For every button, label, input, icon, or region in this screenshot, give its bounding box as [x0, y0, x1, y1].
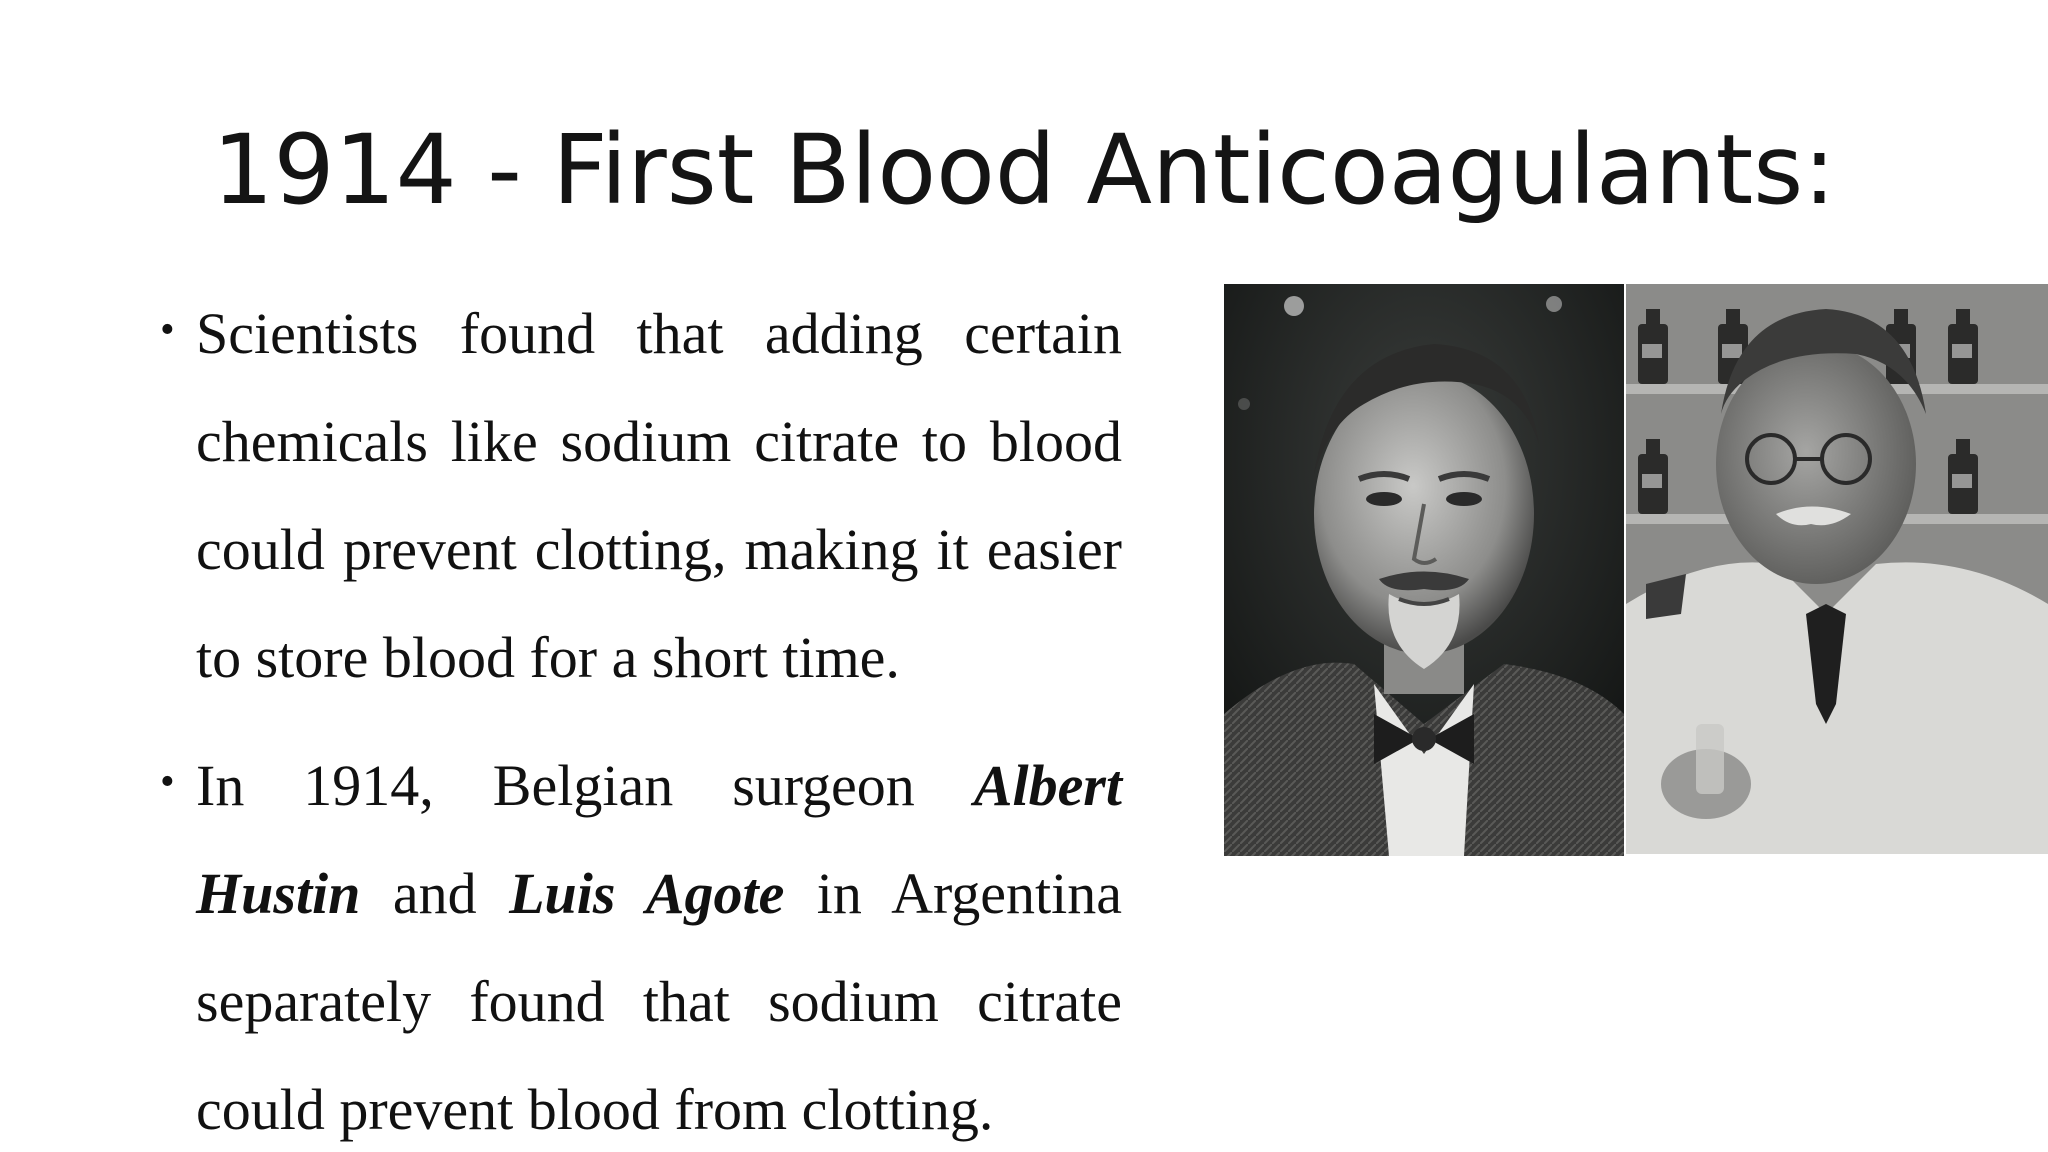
bullet-item	[160, 280, 1122, 712]
name-albert-hustin: Albert Hustin	[196, 753, 1122, 926]
slide-body	[160, 280, 1122, 1152]
bullet-text-part: in Argentina separately found that sodium citrate could prevent blood from clotting.	[196, 861, 1122, 1142]
bullet-text-part: and	[360, 861, 510, 926]
slide-title: 1914 - First Blood Anticoagulants:	[212, 114, 1836, 226]
portrait-luis-agote	[1626, 284, 2048, 854]
name-luis-agote: Luis Agote	[509, 861, 785, 926]
bullet-text: Scientists found that adding certain chemicals like sodium citrate to blood could prevent clotting, making it easier to store blood for a short time.	[196, 301, 1122, 690]
bullet-marker: •	[160, 759, 175, 805]
portrait-luis-agote-image	[1626, 284, 2048, 854]
bullet-text-part: In 1914, Belgian surgeon	[196, 753, 974, 818]
portrait-albert-hustin-image	[1224, 284, 1624, 856]
bullet-item	[160, 732, 1122, 1152]
portrait-albert-hustin	[1224, 284, 1624, 856]
bullet-marker: •	[160, 307, 175, 353]
